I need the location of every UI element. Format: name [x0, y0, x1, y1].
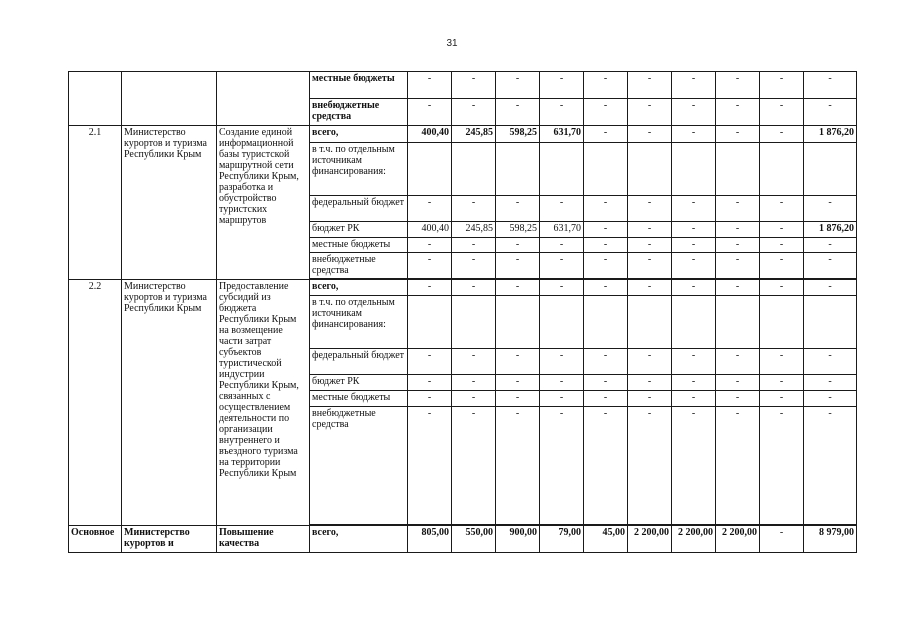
value-cell: - — [584, 280, 628, 296]
value-cell: - — [584, 349, 628, 375]
value-cell: 400,40 — [408, 222, 452, 238]
value-cell — [760, 143, 804, 196]
row-number: 2.2 — [69, 280, 122, 526]
value-cell: - — [540, 196, 584, 222]
value-cell: - — [452, 99, 496, 126]
value-cell: - — [496, 349, 540, 375]
value-cell: - — [672, 253, 716, 279]
value-cell: - — [452, 280, 496, 296]
value-cell: 598,25 — [496, 126, 540, 143]
budget-table — [68, 71, 857, 553]
value-cell: - — [672, 391, 716, 407]
source-extrabudgetary: внебюджетные средства — [310, 99, 408, 126]
table-row — [69, 280, 857, 296]
value-cell: - — [716, 238, 760, 253]
value-cell: - — [672, 196, 716, 222]
value-cell: 2 200,00 — [716, 526, 760, 553]
value-cell: - — [716, 349, 760, 375]
value-cell: - — [408, 391, 452, 407]
value-cell: - — [408, 407, 452, 525]
value-cell: - — [584, 238, 628, 253]
value-cell: - — [408, 72, 452, 99]
source-local-budgets: местные бюджеты — [310, 391, 408, 407]
value-cell — [408, 296, 452, 349]
value-cell: - — [760, 238, 804, 253]
value-cell: - — [716, 375, 760, 391]
value-cell: - — [672, 407, 716, 525]
cell-empty — [122, 72, 217, 126]
value-cell: - — [584, 72, 628, 99]
value-cell: 631,70 — [540, 222, 584, 238]
value-cell: - — [584, 407, 628, 525]
value-cell: - — [760, 349, 804, 375]
value-cell: - — [408, 238, 452, 253]
value-cell: - — [716, 196, 760, 222]
value-cell: - — [452, 407, 496, 525]
value-cell: 2 200,00 — [672, 526, 716, 553]
row-number: Основное — [69, 526, 122, 553]
value-cell: - — [540, 280, 584, 296]
value-cell: - — [672, 349, 716, 375]
value-cell — [804, 296, 857, 349]
value-cell: - — [408, 99, 452, 126]
value-cell — [496, 143, 540, 196]
value-cell: - — [760, 196, 804, 222]
value-cell: 2 200,00 — [628, 526, 672, 553]
total-sum-cell: 1 876,20 — [804, 222, 857, 238]
value-cell: - — [408, 349, 452, 375]
value-cell: - — [760, 280, 804, 296]
value-cell — [716, 296, 760, 349]
activity-description: Повышение качества — [217, 526, 310, 553]
page-number: 31 — [446, 38, 458, 49]
value-cell: 400,40 — [408, 126, 452, 143]
value-cell: - — [540, 253, 584, 279]
value-cell: - — [804, 349, 857, 375]
row-number: 2.1 — [69, 126, 122, 280]
table-row — [69, 126, 857, 143]
value-cell: 631,70 — [540, 126, 584, 143]
value-cell: - — [584, 391, 628, 407]
value-cell: - — [804, 72, 857, 99]
value-cell: - — [496, 407, 540, 525]
source-note: в т.ч. по отдельным источникам финансирования: — [310, 143, 408, 196]
value-cell: - — [716, 280, 760, 296]
source-total: всего, — [310, 526, 408, 553]
value-cell: - — [804, 280, 857, 296]
value-cell: - — [452, 238, 496, 253]
value-cell: - — [496, 238, 540, 253]
responsible-org: Министерство курортов и туризма Республики Крым — [122, 280, 217, 526]
source-local-budgets: местные бюджеты — [310, 238, 408, 253]
value-cell: - — [628, 72, 672, 99]
source-extrabudgetary: внебюджетные средства — [310, 407, 408, 525]
value-cell: - — [540, 375, 584, 391]
value-cell: - — [496, 196, 540, 222]
total-sum-cell: 1 876,20 — [804, 126, 857, 143]
value-cell: - — [716, 99, 760, 126]
value-cell: - — [672, 280, 716, 296]
value-cell: - — [716, 391, 760, 407]
value-cell: - — [760, 222, 804, 238]
value-cell: - — [408, 253, 452, 279]
value-cell: 900,00 — [496, 526, 540, 553]
source-local-budgets: местные бюджеты — [310, 72, 408, 99]
value-cell: - — [408, 375, 452, 391]
value-cell — [540, 143, 584, 196]
value-cell — [584, 296, 628, 349]
value-cell: - — [452, 72, 496, 99]
value-cell: 245,85 — [452, 222, 496, 238]
value-cell: 805,00 — [408, 526, 452, 553]
source-total: всего, — [310, 126, 408, 143]
source-rk-budget: бюджет РК — [310, 222, 408, 238]
responsible-org: Министерство курортов и туризма Республики Крым — [122, 126, 217, 280]
value-cell — [628, 296, 672, 349]
source-federal: федеральный бюджет — [310, 196, 408, 222]
cell-empty — [69, 72, 122, 126]
value-cell: - — [716, 222, 760, 238]
activity-description: Предоставление субсидий из бюджета Республики Крым на возмещение части затрат субъектов туристической индустрии Республики Крым, связанных с осуществлением деятельности по организации внутреннего и въездного туризма на территории Республики Крым — [217, 280, 310, 526]
table-row — [69, 72, 857, 99]
value-cell: - — [628, 99, 672, 126]
value-cell: - — [628, 238, 672, 253]
source-extrabudgetary: внебюджетные средства — [310, 253, 408, 279]
value-cell: - — [584, 375, 628, 391]
value-cell — [496, 296, 540, 349]
value-cell — [452, 296, 496, 349]
value-cell: - — [716, 407, 760, 525]
value-cell: - — [540, 407, 584, 525]
value-cell: - — [760, 391, 804, 407]
source-rk-budget: бюджет РК — [310, 375, 408, 391]
value-cell: - — [628, 407, 672, 525]
value-cell: - — [804, 391, 857, 407]
value-cell: - — [408, 196, 452, 222]
value-cell: - — [716, 253, 760, 279]
value-cell: 79,00 — [540, 526, 584, 553]
value-cell: - — [672, 72, 716, 99]
value-cell: - — [540, 99, 584, 126]
value-cell: 45,00 — [584, 526, 628, 553]
source-total: всего, — [310, 280, 408, 296]
value-cell: - — [672, 126, 716, 143]
table-row — [69, 526, 857, 553]
value-cell: - — [496, 280, 540, 296]
responsible-org: Министерство курортов и — [122, 526, 217, 553]
value-cell: - — [452, 349, 496, 375]
value-cell: - — [760, 526, 804, 553]
value-cell — [452, 143, 496, 196]
value-cell: - — [452, 375, 496, 391]
value-cell: 598,25 — [496, 222, 540, 238]
value-cell: - — [804, 407, 857, 525]
value-cell: - — [760, 99, 804, 126]
value-cell: - — [584, 253, 628, 279]
value-cell — [540, 296, 584, 349]
value-cell: - — [584, 222, 628, 238]
value-cell: - — [760, 375, 804, 391]
source-note: в т.ч. по отдельным источникам финансирования: — [310, 296, 408, 349]
value-cell: - — [672, 99, 716, 126]
value-cell: - — [584, 126, 628, 143]
value-cell — [672, 296, 716, 349]
value-cell: 245,85 — [452, 126, 496, 143]
value-cell: - — [760, 407, 804, 525]
value-cell: - — [672, 375, 716, 391]
value-cell: - — [628, 196, 672, 222]
value-cell: - — [584, 196, 628, 222]
value-cell: - — [628, 126, 672, 143]
total-sum-cell: 8 979,00 — [804, 526, 857, 553]
value-cell: - — [496, 99, 540, 126]
value-cell: - — [496, 375, 540, 391]
value-cell — [760, 296, 804, 349]
value-cell: - — [760, 253, 804, 279]
value-cell — [716, 143, 760, 196]
value-cell — [408, 143, 452, 196]
value-cell: - — [496, 391, 540, 407]
value-cell: - — [628, 375, 672, 391]
value-cell: - — [540, 349, 584, 375]
value-cell: - — [408, 280, 452, 296]
value-cell: - — [804, 375, 857, 391]
value-cell: - — [716, 72, 760, 99]
value-cell: - — [540, 238, 584, 253]
value-cell: - — [804, 253, 857, 279]
value-cell: - — [804, 196, 857, 222]
value-cell: - — [760, 126, 804, 143]
value-cell — [584, 143, 628, 196]
value-cell: - — [672, 238, 716, 253]
value-cell — [672, 143, 716, 196]
value-cell: - — [452, 391, 496, 407]
value-cell — [628, 143, 672, 196]
value-cell: - — [628, 349, 672, 375]
value-cell: - — [452, 196, 496, 222]
source-federal: федеральный бюджет — [310, 349, 408, 375]
value-cell: - — [496, 253, 540, 279]
value-cell: - — [672, 222, 716, 238]
value-cell: - — [628, 280, 672, 296]
value-cell: - — [628, 222, 672, 238]
value-cell: 550,00 — [452, 526, 496, 553]
value-cell — [804, 143, 857, 196]
cell-empty — [217, 72, 310, 126]
value-cell: - — [760, 72, 804, 99]
value-cell: - — [804, 238, 857, 253]
value-cell: - — [496, 72, 540, 99]
activity-description: Создание единой информационной базы туристской маршрутной сети Республики Крым, разработка и обустройство туристских маршрутов — [217, 126, 310, 280]
value-cell: - — [628, 253, 672, 279]
value-cell: - — [452, 253, 496, 279]
value-cell: - — [804, 99, 857, 126]
value-cell: - — [628, 391, 672, 407]
value-cell: - — [540, 391, 584, 407]
value-cell: - — [584, 99, 628, 126]
value-cell: - — [716, 126, 760, 143]
value-cell: - — [540, 72, 584, 99]
